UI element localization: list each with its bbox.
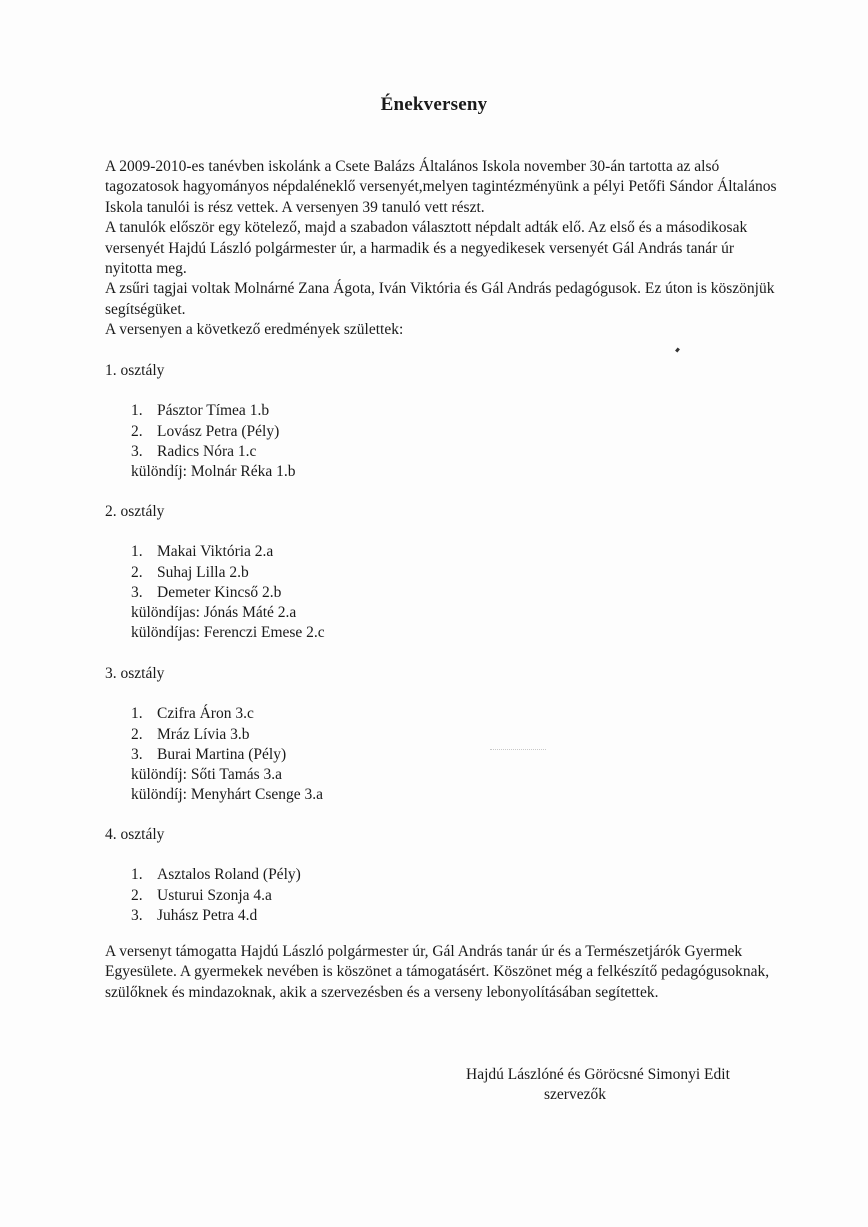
- result-entry: [131, 886, 785, 906]
- special-prize: különdíj: Sőti Tamás 3.a: [131, 766, 283, 784]
- results-section-grade-4: [105, 825, 785, 926]
- result-entry: [131, 583, 785, 603]
- page-title: Énekverseny: [380, 94, 488, 115]
- place-number: 3.: [131, 442, 143, 460]
- result-entry: [131, 865, 785, 885]
- place-number: 3.: [131, 583, 143, 601]
- closing-text: A versenyt támogatta Hajdú László polgármester úr, Gál András tanár úr és a Természetjárók Gyermek Egyesülete. A gyermekek nevében is köszönet a támogatásért. Köszönet még a felkészítő pedagógusoknak, szülőknek és mindazoknak, akik a szervezésben és a verseny lebonyolításában segítettek.: [105, 943, 770, 1001]
- intro-text: [105, 157, 785, 341]
- results-list: [131, 542, 785, 643]
- signature-role: szervezők: [544, 1086, 606, 1104]
- place-name: Juhász Petra 4.d: [157, 906, 258, 924]
- place-number: 3.: [131, 745, 143, 763]
- intro-paragraph: A versenyen a következő eredmények születtek:: [105, 321, 404, 339]
- place-number: 2.: [131, 886, 143, 904]
- results-list: [131, 865, 785, 926]
- place-number: 2.: [131, 422, 143, 440]
- result-entry: [131, 563, 785, 583]
- section-heading: 4. osztály: [105, 826, 165, 843]
- intro-paragraph: A tanulók először egy kötelező, majd a szabadon választott népdalt adták elő. Az első és a másodikosak versenyét Hajdú László polgármester úr, a harmadik és a negyedikesek versenyét Gál András tanár úr nyitotta meg.: [105, 219, 748, 278]
- closing-paragraph: [105, 942, 785, 1003]
- scan-speck: [675, 348, 680, 353]
- place-name: Mráz Lívia 3.b: [157, 725, 250, 743]
- place-name: Radics Nóra 1.c: [157, 442, 257, 460]
- section-heading: 2. osztály: [105, 503, 165, 520]
- signature-names: Hajdú Lászlóné és Göröcsné Simonyi Edit: [466, 1066, 730, 1083]
- signature-block: [466, 1065, 786, 1106]
- results-section-grade-3: [105, 664, 785, 805]
- intro-paragraph: A 2009-2010-es tanévben iskolánk a Csete Balázs Általános Iskola november 30-án tartotta az alsó tagozatosok hagyományos népdaléneklő versenyét,melyen tagintézményünk a pélyi Petőfi Sándor Általános Iskola tanulói is rész vettek. A versenyen 39 tanuló vett részt.: [105, 158, 777, 216]
- place-name: Asztalos Roland (Pély): [157, 866, 301, 884]
- place-number: 1.: [131, 705, 143, 723]
- place-number: 2.: [131, 563, 143, 581]
- result-entry: [131, 422, 785, 442]
- place-number: 1.: [131, 543, 143, 561]
- section-heading: 3. osztály: [105, 665, 165, 682]
- result-entry: [131, 906, 785, 926]
- place-number: 1.: [131, 866, 143, 884]
- place-name: Suhaj Lilla 2.b: [157, 563, 249, 581]
- place-name: Pásztor Tímea 1.b: [157, 402, 270, 420]
- place-name: Demeter Kincső 2.b: [157, 583, 282, 601]
- place-name: Burai Martina (Pély): [157, 745, 287, 763]
- place-name: Usturui Szonja 4.a: [157, 886, 272, 904]
- results-list: [131, 401, 785, 482]
- special-prize: különdíj: Menyhárt Csenge 3.a: [131, 786, 323, 804]
- scan-artifact: [490, 749, 546, 752]
- result-entry: [131, 745, 785, 765]
- place-number: 1.: [131, 402, 143, 420]
- result-entry: [131, 725, 785, 745]
- special-prize: különdíjas: Jónás Máté 2.a: [131, 604, 297, 622]
- result-entry: [131, 442, 785, 462]
- special-prize: különdíj: Molnár Réka 1.b: [131, 463, 296, 481]
- place-name: Makai Viktória 2.a: [157, 543, 274, 561]
- place-name: Lovász Petra (Pély): [157, 422, 280, 440]
- results-list: [131, 704, 785, 805]
- place-name: Czifra Áron 3.c: [157, 705, 254, 723]
- results-section-grade-1: [105, 361, 785, 482]
- section-heading: 1. osztály: [105, 362, 165, 379]
- result-entry: [131, 704, 785, 724]
- result-entry: [131, 542, 785, 562]
- place-number: 3.: [131, 906, 143, 924]
- place-number: 2.: [131, 725, 143, 743]
- result-entry: [131, 401, 785, 421]
- intro-paragraph: A zsűri tagjai voltak Molnárné Zana Ágota, Iván Viktória és Gál András pedagógusok. Ez úton is köszönjük segítségüket.: [105, 280, 775, 318]
- results-section-grade-2: [105, 502, 785, 643]
- special-prize: különdíjas: Ferenczi Emese 2.c: [131, 624, 325, 642]
